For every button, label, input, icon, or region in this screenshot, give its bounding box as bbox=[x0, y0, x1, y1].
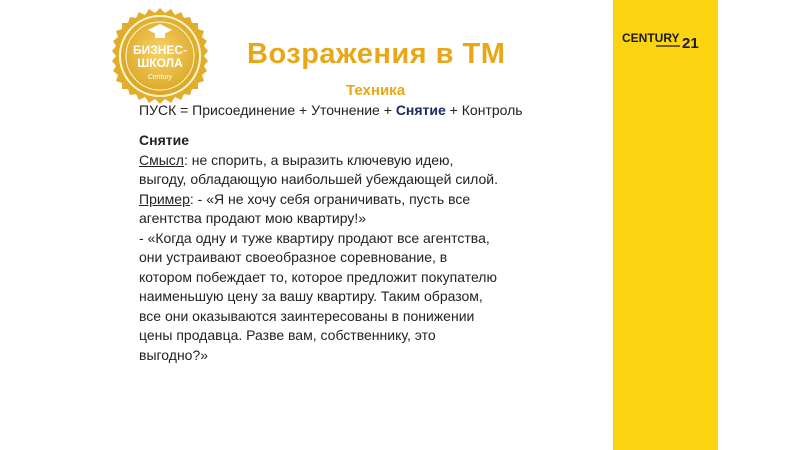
content-line-7: котором побеждает то, которое предложит покупателю bbox=[139, 268, 497, 285]
logo-text: CENTURY bbox=[622, 31, 680, 45]
logo-number: 21 bbox=[682, 35, 699, 52]
formula-highlight: Снятие bbox=[395, 102, 446, 118]
badge-line2: ШКОЛА bbox=[137, 56, 183, 70]
page-subtitle: Техника bbox=[346, 82, 406, 99]
content-line-8: наименьшую цену за вашу квартиру. Таким образом, bbox=[139, 288, 483, 304]
content-line-5: - «Когда одну и туже квартиру продают все агентства, bbox=[139, 229, 490, 246]
content-line-4: агентства продают мою квартиру!» bbox=[139, 210, 367, 226]
century21-logo bbox=[620, 24, 712, 56]
business-school-badge bbox=[108, 6, 212, 110]
page-title: Возражения в ТМ bbox=[247, 38, 506, 70]
formula-line bbox=[139, 102, 523, 118]
meaning-text: : не спорить, а выразить ключевую идею, bbox=[183, 151, 454, 168]
content-line-3 bbox=[139, 190, 599, 210]
content-line-6: они устраивают своеобразное соревнование, в bbox=[139, 249, 448, 265]
content-line-10: цены продавца. Разве вам, собственнику, это bbox=[139, 327, 436, 343]
content-block bbox=[139, 131, 599, 365]
content-heading: Снятие bbox=[139, 132, 189, 148]
content-line-1 bbox=[139, 151, 599, 171]
example-label: Пример bbox=[139, 190, 190, 207]
example-text: : - «Я не хочу себя ограничивать, пусть все bbox=[189, 190, 471, 207]
content-line-9: все они оказываются заинтересованы в понижении bbox=[139, 307, 475, 324]
formula-part1: ПУСК = Присоединение + Уточнение + bbox=[139, 102, 396, 118]
badge-brand: Century bbox=[147, 74, 173, 81]
formula-part2: + Контроль bbox=[445, 102, 523, 118]
brand-sidebar bbox=[613, 0, 718, 450]
content-line-2: выгоду, обладающую наибольшей убеждающей силой. bbox=[139, 171, 498, 187]
content-line-11: выгодно?» bbox=[139, 346, 209, 363]
meaning-label: Смысл bbox=[139, 151, 184, 168]
badge-line1: БИЗНЕС- bbox=[132, 43, 188, 57]
